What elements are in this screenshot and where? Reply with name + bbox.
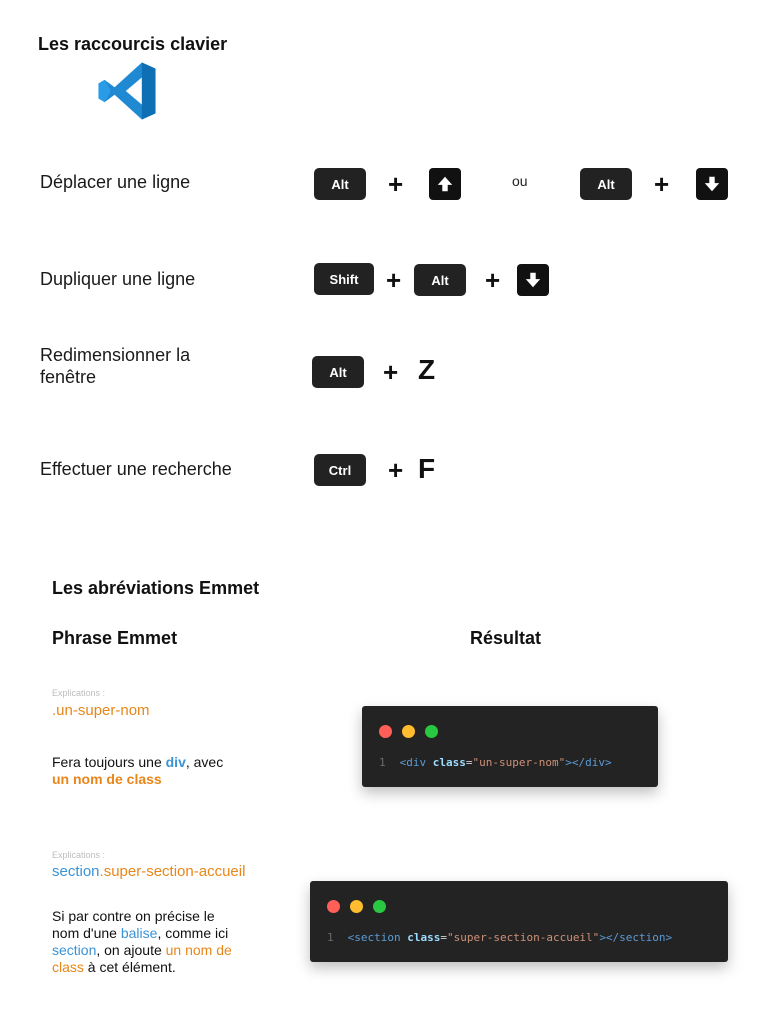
separator-ou: ou <box>512 173 528 189</box>
phrase-tag: section <box>52 863 100 880</box>
code-line <box>327 931 672 944</box>
desc-text: , comme ici <box>157 925 229 941</box>
phrase-class: .super-section-accueil <box>99 863 246 880</box>
arrow-down-icon <box>517 264 549 296</box>
explications-label: Explications : <box>52 688 106 698</box>
key-letter-f: F <box>418 453 436 484</box>
desc-highlight: un nom de class <box>52 771 162 787</box>
line-number: 1 <box>327 931 334 944</box>
shortcut-label-search: Effectuer une recherche <box>40 459 232 479</box>
code-snippet <box>310 881 728 962</box>
code-tag: <div <box>399 756 427 769</box>
plus-sign: + <box>386 265 402 295</box>
code-string: "un-super-nom" <box>472 756 566 769</box>
code-tag: <section <box>347 931 401 944</box>
desc-text: , avec <box>185 754 224 770</box>
desc-text: nom d'une <box>52 925 121 941</box>
code-eq: = <box>465 756 473 769</box>
plus-sign: + <box>485 265 501 295</box>
col-header-result: Résultat <box>470 628 542 648</box>
code-tag: ></section> <box>599 931 673 944</box>
plus-sign: + <box>383 357 399 387</box>
desc-highlight: balise <box>120 925 158 941</box>
emmet-title: Les abréviations Emmet <box>52 578 260 598</box>
key-alt: Alt <box>414 264 466 296</box>
desc-highlight: section <box>52 942 97 958</box>
code-tag: ></div> <box>565 756 612 769</box>
explications-label: Explications : <box>52 850 106 860</box>
key-alt: Alt <box>312 356 364 388</box>
key-letter-z: Z <box>418 354 436 385</box>
window-close-dot <box>327 900 340 913</box>
col-header-phrase: Phrase Emmet <box>52 628 178 648</box>
window-close-dot <box>379 725 392 738</box>
shortcut-label-duplicate-line: Dupliquer une ligne <box>40 269 196 289</box>
plus-sign: + <box>654 169 670 199</box>
desc-text: , on ajoute <box>96 942 166 958</box>
shortcut-label-move-line: Déplacer une ligne <box>40 172 191 192</box>
emmet-phrase: .un-super-nom <box>52 702 150 719</box>
shortcut-label-resize-window <box>40 344 190 388</box>
code-eq: = <box>440 931 447 944</box>
emmet-description <box>52 754 223 788</box>
arrow-down-icon <box>696 168 728 200</box>
key-alt: Alt <box>580 168 632 200</box>
desc-highlight: un nom de <box>165 942 232 958</box>
emmet-description <box>52 908 232 976</box>
window-minimize-dot <box>350 900 363 913</box>
page-title: Les raccourcis clavier <box>38 34 228 54</box>
key-ctrl: Ctrl <box>314 454 366 486</box>
label-line: Redimensionner la <box>40 345 191 365</box>
desc-highlight: div <box>165 754 186 770</box>
key-alt: Alt <box>314 168 366 200</box>
code-string: "super-section-accueil" <box>446 931 600 944</box>
desc-text: Si par contre on précise le <box>52 908 215 924</box>
label-line: fenêtre <box>40 367 97 387</box>
desc-text: à cet élément. <box>83 959 176 975</box>
code-line <box>379 756 612 769</box>
code-snippet <box>362 706 658 787</box>
desc-highlight: class <box>52 959 84 975</box>
window-minimize-dot <box>402 725 415 738</box>
plus-sign: + <box>388 169 404 199</box>
emmet-phrase <box>52 863 245 880</box>
arrow-up-icon <box>429 168 461 200</box>
desc-text: Fera toujours une <box>52 754 166 770</box>
code-attr: class <box>407 931 441 944</box>
key-shift: Shift <box>314 263 374 295</box>
window-maximize-dot <box>425 725 438 738</box>
window-maximize-dot <box>373 900 386 913</box>
vscode-logo-icon <box>96 60 158 122</box>
line-number: 1 <box>379 756 386 769</box>
code-attr: class <box>432 756 466 769</box>
plus-sign: + <box>388 455 404 485</box>
